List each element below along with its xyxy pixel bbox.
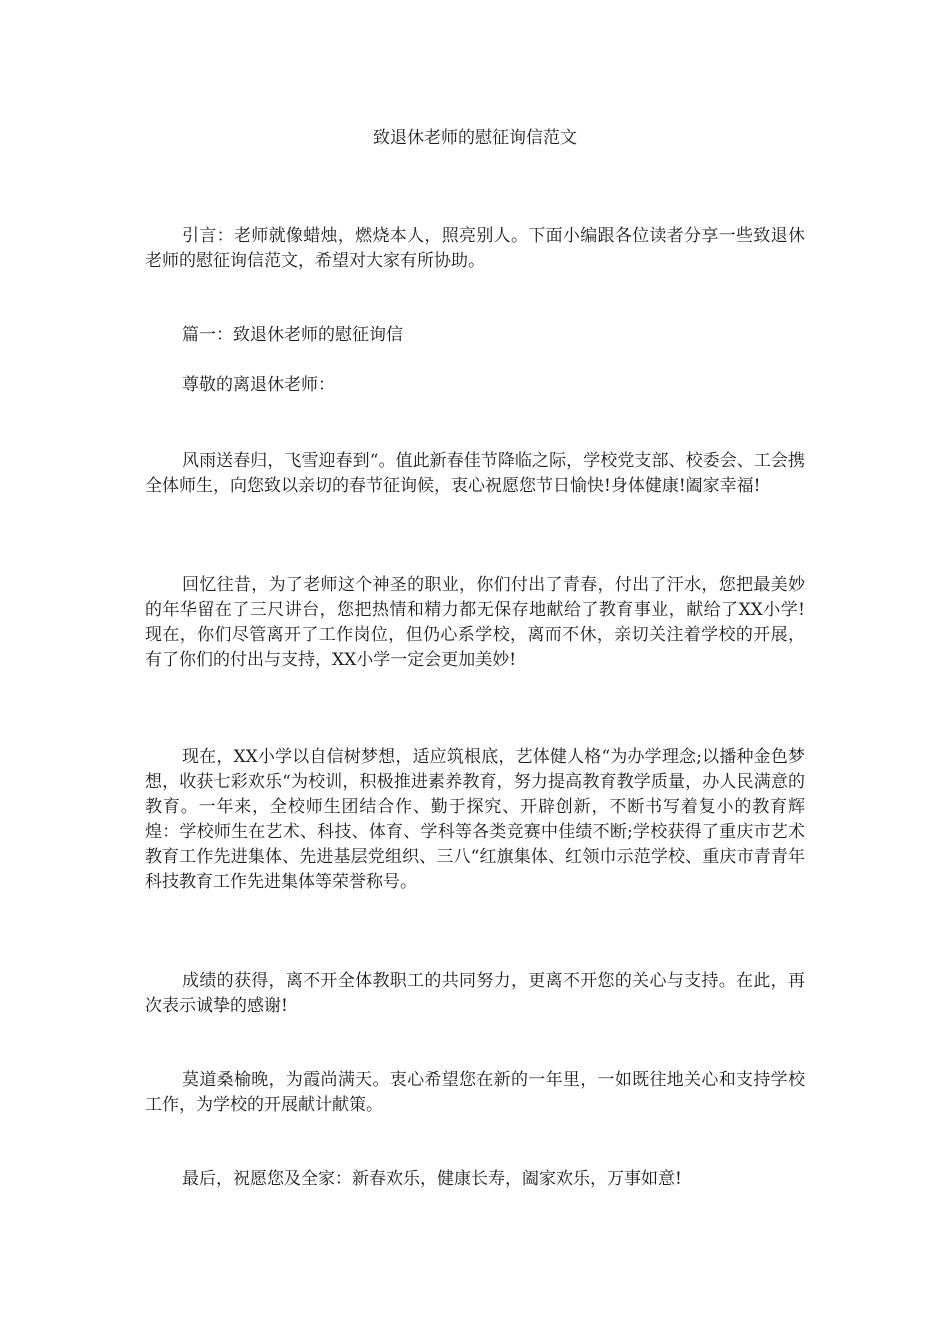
document-title: 致退休老师的慰征询信范文 — [373, 128, 577, 148]
body-paragraph-5: 莫道桑榆晚，为霞尚满天。衷心希望您在新的一年里，一如既往地关心和支持学校工作，为学校的开展献计献策。 — [145, 1070, 805, 1115]
closing-wishes: 最后，祝愿您及全家：新春欢乐，健康长寿，阖家欢乐，万事如意! — [182, 1169, 682, 1189]
intro-paragraph: 引言：老师就像蜡烛，燃烧本人，照亮别人。下面小编跟各位读者分享一些致退休老师的慰征询信范文，希望对大家有所协助。 — [145, 226, 805, 271]
salutation: 尊敬的离退休老师： — [182, 375, 335, 395]
section-heading: 篇一：致退休老师的慰征询信 — [182, 325, 403, 345]
body-paragraph-1: 风雨送春归，飞雪迎春到“。值此新春佳节降临之际，学校党支部、校委会、工会携全体师生，向您致以亲切的春节征询候，衷心祝愿您节日愉快!身体健康!阖家幸福! — [145, 451, 805, 496]
body-paragraph-3: 现在，XX小学以自信树梦想，适应筑根底，艺体健人格“为办学理念;以播种金色梦想，收获七彩欢乐“为校训，积极推进素养教育，努力提高教育教学质量，办人民满意的教育。一年来，全校师生团结合作、勤于探究、开辟创新，不断书写着复小的教育辉煌：学校师生在艺术、科技、体育、学科等各类竞赛中佳绩不断;学校获得了重庆市艺术教育工作先进集体、先进基层党组织、三八“红旗集体、红领巾示范学校、重庆市青青年科技教育工作先进集体等荣誉称号。 — [145, 747, 805, 892]
body-paragraph-2: 回忆往昔，为了老师这个神圣的职业，你们付出了青春，付出了汗水，您把最美妙的年华留在了三尺讲台，您把热情和精力都无保存地献给了教育事业，献给了XX小学!现在，你们尽管离开了工作岗位，但仍心系学校，离而不休，亲切关注着学校的开展，有了你们的付出与支持，XX小学一定会更加美妙! — [145, 575, 805, 670]
body-paragraph-4: 成绩的获得，离不开全体教职工的共同努力，更离不开您的关心与支持。在此，再次表示诚挚的感谢! — [145, 971, 805, 1016]
